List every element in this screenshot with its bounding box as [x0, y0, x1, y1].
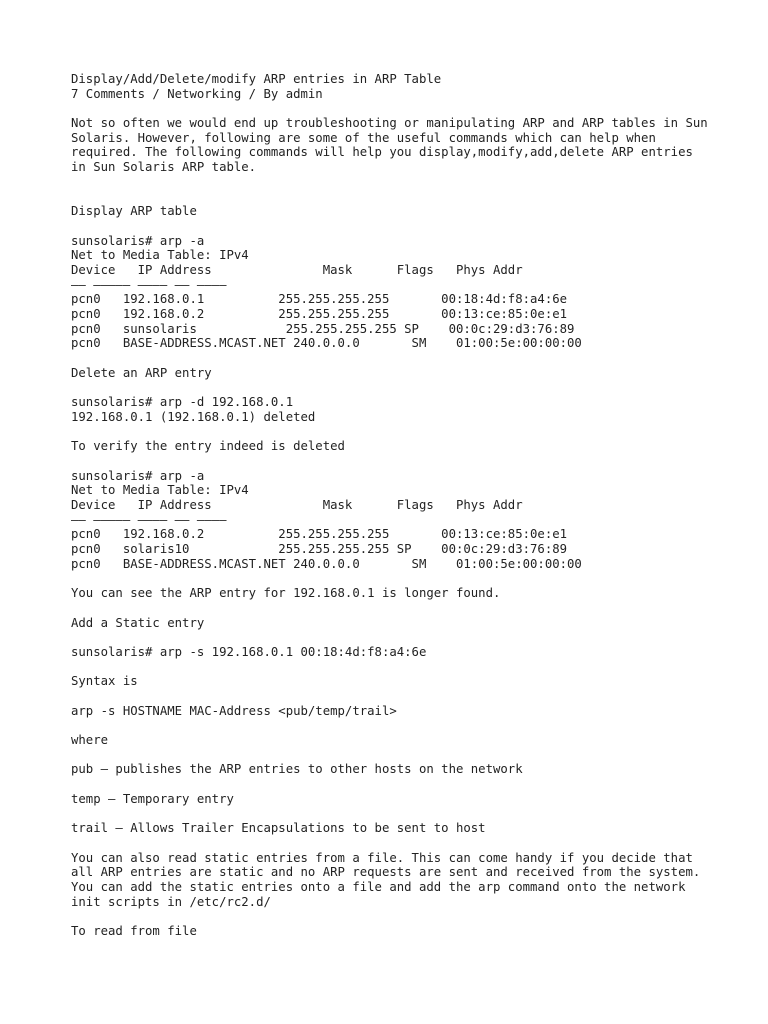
verify-table-separator: —— ————– ———– —– ———– [71, 512, 227, 527]
verify-table-row: pcn0 solaris10 255.255.255.255 SP 00:0c:29:d3:76:89 [71, 542, 568, 557]
verify-table-row: pcn0 BASE-ADDRESS.MCAST.NET 240.0.0.0 SM 01:00:5e:00:00:00 [71, 556, 582, 571]
syntax-label: Syntax is [71, 674, 138, 689]
verify-command: sunsolaris# arp -a [71, 468, 205, 483]
display-heading: Display ARP table [71, 204, 197, 219]
delete-command: sunsolaris# arp -d 192.168.0.1 [71, 395, 294, 410]
document-page [71, 72, 711, 939]
verify-table-header: Device IP Address Mask Flags Phys Addr [71, 498, 523, 512]
verify-heading: To verify the entry indeed is deleted [71, 439, 345, 454]
verify-note: You can see the ARP entry for 192.168.0.1 is longer found. [71, 586, 501, 601]
static-file-paragraph: You can also read static entries from a file. This can come handy if you decide that all ARP entries are static and no ARP requests are sent and received from the system. You can add the static entries onto a file and add the arp command onto the network init scripts in /etc/rc2.d/ [71, 850, 701, 909]
display-table-row: pcn0 192.168.0.1 255.255.255.255 00:18:4d:f8:a4:6e [71, 292, 568, 307]
display-table-row: pcn0 192.168.0.2 255.255.255.255 00:13:ce:85:0e:e1 [71, 307, 568, 322]
option-trail: trail – Allows Trailer Encapsulations to be sent to host [71, 821, 486, 836]
read-from-file-heading: To read from file [71, 924, 197, 938]
where-label: where [71, 733, 109, 747]
display-table-title: Net to Media Table: IPv4 [71, 248, 249, 263]
verify-table-row: pcn0 192.168.0.2 255.255.255.255 00:13:ce:85:0e:e1 [71, 527, 568, 542]
option-temp: temp – Temporary entry [71, 791, 234, 806]
delete-output: 192.168.0.1 (192.168.0.1) deleted [71, 409, 316, 424]
display-table-separator: —— ————– ———– —– ———– [71, 277, 227, 292]
display-table-row: pcn0 BASE-ADDRESS.MCAST.NET 240.0.0.0 SM 01:00:5e:00:00:00 [71, 336, 582, 351]
add-heading: Add a Static entry [71, 615, 205, 630]
syntax-line: arp -s HOSTNAME MAC-Address <pub/temp/trail> [71, 703, 397, 718]
option-pub: pub – publishes the ARP entries to other hosts on the network [71, 762, 523, 777]
article-meta: 7 Comments / Networking / By admin [71, 86, 323, 101]
delete-heading: Delete an ARP entry [71, 365, 212, 380]
intro-paragraph: Not so often we would end up troubleshooting or manipulating ARP and ARP tables in Sun Solaris. However, following are some of the useful commands which can help when required. The following commands will help you display,modify,add,delete ARP entries in Sun Solaris ARP table. [71, 116, 708, 175]
display-table-row: pcn0 sunsolaris 255.255.255.255 SP 00:0c:29:d3:76:89 [71, 321, 575, 336]
display-table-header: Device IP Address Mask Flags Phys Addr [71, 263, 523, 277]
add-command: sunsolaris# arp -s 192.168.0.1 00:18:4d:f8:a4:6e [71, 644, 427, 659]
article-title: Display/Add/Delete/modify ARP entries in ARP Table [71, 72, 442, 86]
display-command: sunsolaris# arp -a [71, 233, 205, 248]
verify-table-title: Net to Media Table: IPv4 [71, 483, 249, 498]
